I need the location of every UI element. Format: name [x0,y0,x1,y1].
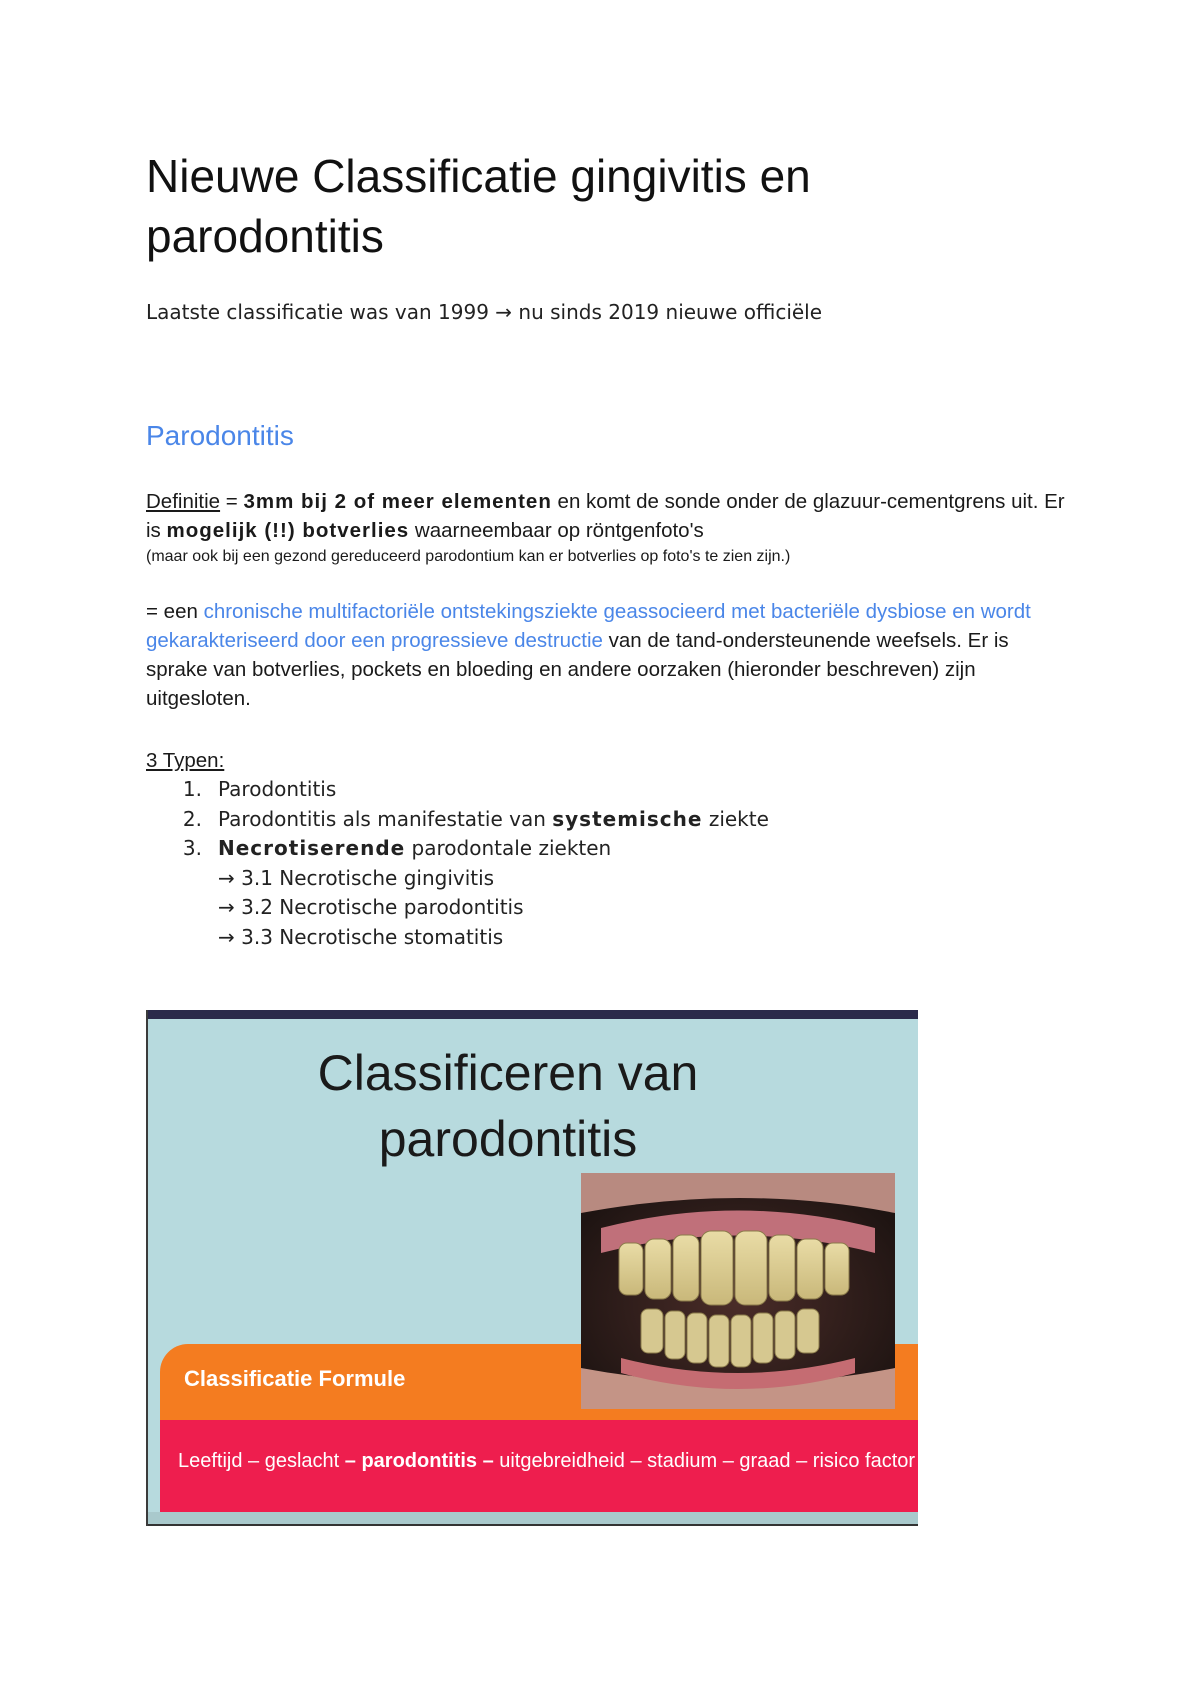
list-item: 1. Parodontitis [182,777,337,801]
definition-text-2: en komt de sonde onder de glazuur-cementgrens uit. Er is [146,490,1065,542]
definition-label: Definitie [146,490,221,513]
slide-top-bar [148,1010,918,1019]
slide-title: Classificeren van parodontitis [317,1045,699,1167]
list-item: 3. Necrotiserende parodontale ziekten [182,836,612,860]
formula-title: Classificatie Formule [184,1366,406,1391]
slide-image [146,1010,918,1526]
definition-text-1: = [220,490,244,513]
list-item: 2. Parodontitis als manifestatie van systemische ziekte [182,806,769,831]
types-list [146,775,1066,952]
definition-text-3: waarneembaar op röntgenfoto's [409,519,704,542]
definition-bold-2: mogelijk (!!) botverlies [166,519,410,542]
document-title: Nieuwe Classificatie gingivitis en parodontitis [146,150,811,262]
definition-note: (maar ook bij een gezond gereduceerd parodontium kan er botverlies op foto's te zien zijn.) [146,548,791,565]
subtype-item: → 3.3 Necrotische stomatitis [218,924,504,949]
teeth-illustration [581,1173,895,1409]
definition-bold-1: 3mm bij 2 of meer elementen [243,490,552,513]
subtype-item: → 3.2 Necrotische parodontitis [218,895,524,919]
classification-formula: Leeftijd – geslacht – parodontitis – uitgebreidheid – stadium – graad – risico factor [178,1450,916,1472]
subtype-item: → 3.1 Necrotische gingivitis [218,865,495,890]
intro-line: Laatste classificatie was van 1999 → nu sinds 2019 nieuwe officiële [146,300,823,324]
description-paragraph [146,597,1066,713]
definition-paragraph [146,487,1066,569]
teeth-photo [581,1173,895,1409]
slide-bottom-line [148,1524,918,1526]
description-highlight: chronische multifactoriële ontstekingsziekte geassocieerd met bacteriële dysbiose en wordt gekarakteriseerd door een progressieve destructie [146,600,1031,652]
section-heading: Parodontitis [146,420,294,451]
description-prefix: = een [146,600,204,623]
description-rest: van de tand-ondersteunende weefsels. Er is sprake van botverlies, pockets en bloeding en andere oorzaken (hieronder beschreven) zijn uitgesloten. [146,629,1009,710]
types-heading: 3 Typen: [146,749,225,772]
